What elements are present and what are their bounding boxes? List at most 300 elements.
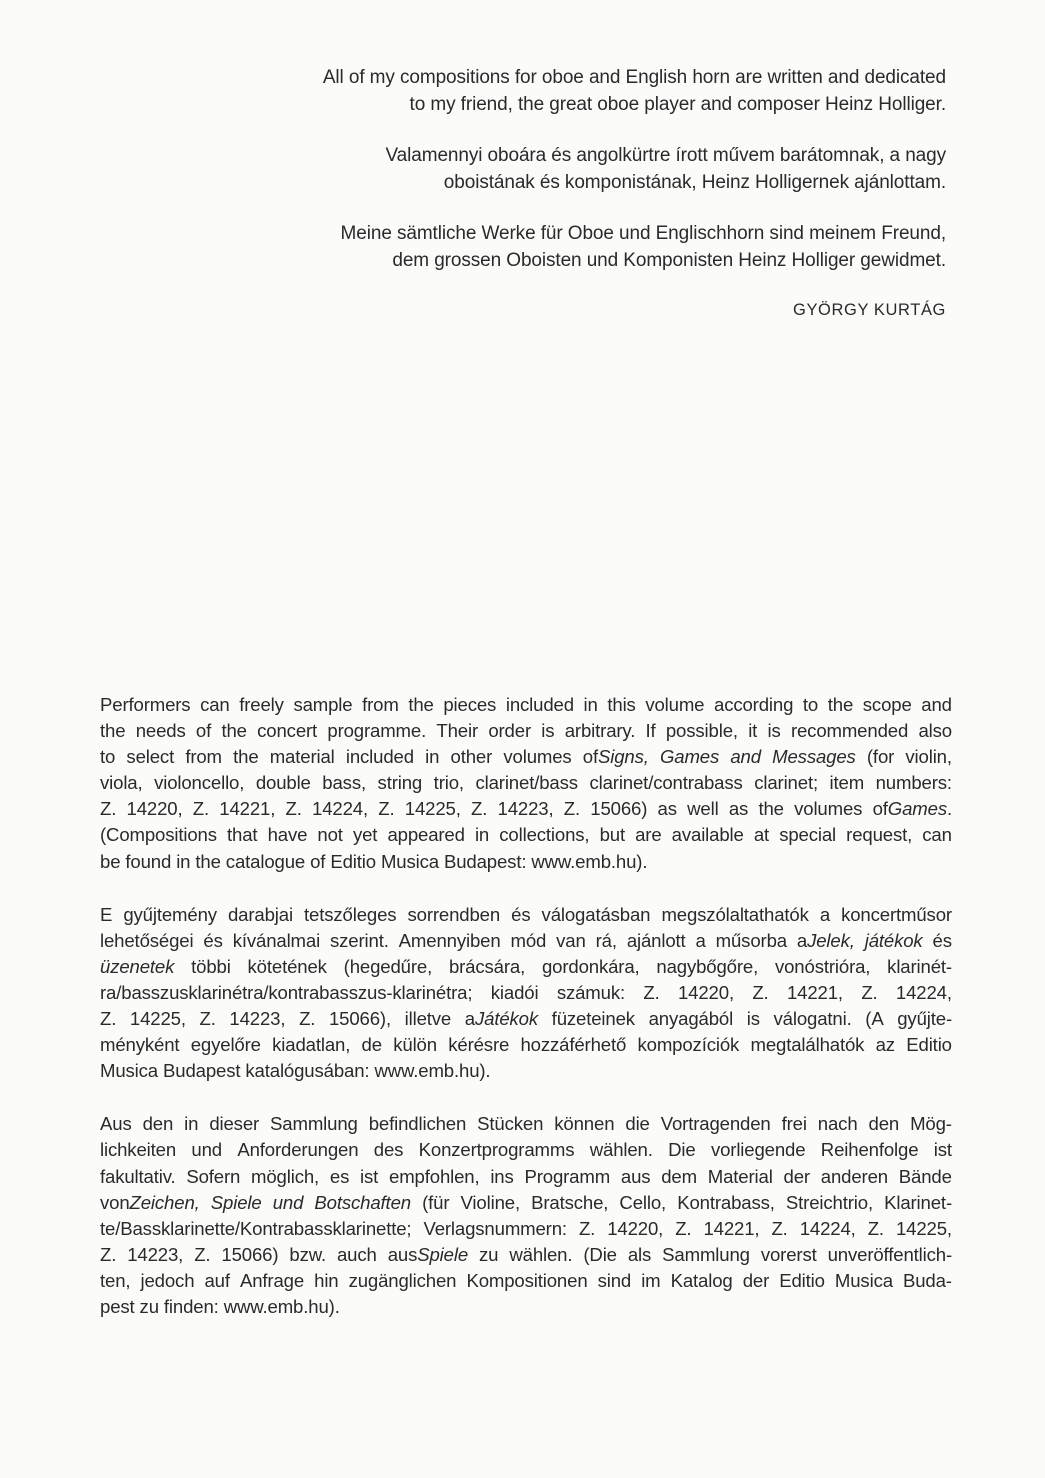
word xyxy=(360,1164,378,1190)
italic-title: Spiele xyxy=(210,1191,262,1213)
word xyxy=(896,1216,952,1242)
word xyxy=(703,1216,759,1242)
text-span: Z. xyxy=(192,798,209,820)
word xyxy=(314,1268,338,1294)
word xyxy=(711,1137,806,1163)
word xyxy=(248,954,327,980)
word xyxy=(791,718,908,744)
text-span: Streichtrio, xyxy=(785,1191,873,1213)
text-span: volumes xyxy=(503,746,572,768)
text-span: Z. xyxy=(378,798,395,820)
text-span: fakultativ. xyxy=(100,1165,176,1187)
text-span: also xyxy=(918,720,952,742)
text-span: kompozíciók xyxy=(637,1034,740,1056)
text-span: nach xyxy=(817,1113,858,1135)
word xyxy=(782,1111,807,1137)
word xyxy=(490,1164,513,1190)
text-span: vorerst xyxy=(760,1243,817,1265)
word xyxy=(221,718,246,744)
word xyxy=(425,744,439,770)
word xyxy=(228,902,293,928)
word xyxy=(774,1006,852,1032)
text-span: Sammlung xyxy=(662,1243,750,1265)
word xyxy=(100,1164,176,1190)
text-line xyxy=(100,796,952,822)
word xyxy=(821,1137,919,1163)
text-span: gyűjtemény xyxy=(123,903,217,925)
word xyxy=(136,718,186,744)
word xyxy=(448,1032,509,1058)
word xyxy=(768,718,781,744)
text-span: Katalog xyxy=(670,1269,733,1291)
word xyxy=(748,718,757,744)
word xyxy=(408,692,433,718)
word xyxy=(465,1006,538,1032)
word xyxy=(666,718,738,744)
text-span: Violine, xyxy=(460,1191,520,1213)
text-span: Z. xyxy=(643,981,660,1003)
word xyxy=(779,822,836,848)
word xyxy=(488,718,531,744)
word xyxy=(100,928,193,954)
text-span: from xyxy=(185,746,222,768)
text-span: of xyxy=(872,798,888,820)
word xyxy=(752,980,768,1006)
word xyxy=(389,1164,480,1190)
word xyxy=(821,1164,888,1190)
notes-paragraph-hungarian xyxy=(100,902,952,1085)
word xyxy=(625,1111,649,1137)
text-span: Anfrage xyxy=(239,1269,305,1291)
text-span: 14223, xyxy=(229,1008,286,1030)
text-span: is xyxy=(541,720,555,742)
word xyxy=(100,744,115,770)
text-span: appeared xyxy=(387,824,465,846)
word xyxy=(803,692,818,718)
text-span: vonóstrióra, xyxy=(774,955,871,977)
word xyxy=(191,954,231,980)
word xyxy=(511,902,530,928)
word xyxy=(687,796,718,822)
word xyxy=(933,928,952,954)
text-span: többi xyxy=(191,955,231,977)
text-span: material xyxy=(269,746,335,768)
word xyxy=(100,796,116,822)
word xyxy=(369,1111,466,1137)
text-span: as xyxy=(728,798,749,820)
word xyxy=(362,692,399,718)
text-span: kiadatlan, xyxy=(272,1034,351,1056)
text-span: 15066) xyxy=(590,798,648,820)
word xyxy=(233,744,258,770)
text-span: Amennyiben xyxy=(398,929,501,951)
text-span: 14220, xyxy=(607,1217,664,1239)
text-span: ajánlott xyxy=(626,929,686,951)
word xyxy=(330,1164,349,1190)
italic-title: Zeichen, xyxy=(129,1191,200,1213)
word xyxy=(869,1111,900,1137)
word xyxy=(729,796,748,822)
text-span: den xyxy=(868,1113,900,1135)
word xyxy=(922,822,952,848)
word xyxy=(100,718,125,744)
word xyxy=(200,1006,216,1032)
text-span: aus xyxy=(620,1165,651,1187)
word xyxy=(477,1111,543,1137)
text-span: violoncello, xyxy=(154,772,245,794)
text-span: brácsára, xyxy=(448,955,526,977)
text-line xyxy=(100,718,952,744)
word xyxy=(716,928,787,954)
text-span: 14225, xyxy=(129,1008,186,1030)
text-span: the xyxy=(100,720,126,742)
text-span: gyűjte- xyxy=(897,1008,952,1030)
text-span: Vortragenden xyxy=(660,1113,771,1135)
text-span: Z. xyxy=(100,1008,117,1030)
text-line xyxy=(100,1268,952,1294)
text-span: 14225, xyxy=(895,1217,952,1239)
text-span: but xyxy=(599,824,625,846)
text-span: gordonkára, xyxy=(541,955,640,977)
word xyxy=(820,902,830,928)
text-span: der xyxy=(783,1165,810,1187)
word xyxy=(100,902,112,928)
text-span: volume xyxy=(645,694,705,715)
word xyxy=(761,1242,817,1268)
text-line xyxy=(100,1164,952,1190)
italic-title: Games xyxy=(659,746,720,768)
text-span: the xyxy=(221,720,247,742)
word xyxy=(646,718,656,744)
text-span: bzw. xyxy=(289,1243,326,1265)
text-span: string xyxy=(377,772,423,794)
word xyxy=(598,1268,632,1294)
word xyxy=(378,770,423,796)
word xyxy=(564,796,580,822)
text-span: számuk: xyxy=(556,981,625,1003)
italic-title: Spiele xyxy=(417,1243,469,1265)
text-span: als xyxy=(627,1243,652,1265)
word xyxy=(461,1190,520,1216)
word xyxy=(828,1242,952,1268)
text-span: 14220, xyxy=(126,798,183,820)
word xyxy=(100,954,174,980)
word xyxy=(896,980,952,1006)
word xyxy=(589,770,742,796)
text-span: können xyxy=(554,1113,615,1135)
text-span: order xyxy=(488,720,531,742)
text-span: aus xyxy=(387,1243,418,1265)
text-span: of xyxy=(582,746,598,768)
text-span: a xyxy=(464,1008,475,1030)
italic-title: üzenetek xyxy=(100,955,175,977)
text-span: ten, xyxy=(100,1269,131,1291)
text-span: wählen. xyxy=(589,1139,653,1161)
word xyxy=(127,796,183,822)
text-span: darabjai xyxy=(227,903,293,925)
word xyxy=(387,822,464,848)
word xyxy=(671,1268,733,1294)
word xyxy=(754,822,769,848)
text-span: is xyxy=(746,1008,760,1030)
text-span: and xyxy=(921,694,952,715)
word xyxy=(730,744,761,770)
word xyxy=(475,770,577,796)
text-span: Z. xyxy=(752,981,769,1003)
text-span: Z. xyxy=(299,1008,316,1030)
dedication-line: All of my compositions for oboe and English horn are written and dedicated xyxy=(322,67,946,88)
text-span: to xyxy=(100,746,116,768)
word xyxy=(635,822,661,848)
text-span: Z. xyxy=(199,1008,216,1030)
word xyxy=(317,822,342,848)
word xyxy=(818,1111,858,1137)
text-span: auf xyxy=(204,1269,230,1291)
text-span: 14224, xyxy=(799,1217,856,1239)
text-span: arbitrary. xyxy=(564,720,636,742)
word xyxy=(388,1242,468,1268)
word xyxy=(509,1242,572,1268)
word xyxy=(100,1190,200,1216)
text-span: wählen. xyxy=(509,1243,573,1265)
text-span: 14225, xyxy=(404,798,461,820)
text-span: recommended xyxy=(790,720,909,742)
word xyxy=(677,1190,775,1216)
word xyxy=(661,1164,697,1190)
text-span: Z. xyxy=(867,1217,884,1239)
word xyxy=(100,1111,132,1137)
word xyxy=(779,1268,825,1294)
word xyxy=(204,1268,229,1294)
text-span: double xyxy=(255,772,311,794)
word xyxy=(186,1164,240,1190)
word xyxy=(209,1111,259,1137)
text-span: Sofern xyxy=(186,1165,241,1187)
dedication-line: Meine sämtliche Werke für Oboe und Englischhorn sind meinem Freund, xyxy=(340,223,946,244)
text-span: vorliegende xyxy=(710,1139,806,1161)
text-span: item xyxy=(829,772,865,794)
text-span: (für xyxy=(422,1191,450,1213)
text-line xyxy=(100,1137,952,1163)
text-span: pieces xyxy=(443,694,497,715)
word xyxy=(541,718,554,744)
word xyxy=(510,928,546,954)
text-span: (for xyxy=(866,746,895,768)
text-span: . xyxy=(946,798,952,820)
text-span: szerint. xyxy=(330,929,389,951)
word xyxy=(346,744,414,770)
text-span: Bratsche, xyxy=(531,1191,609,1213)
text-span: 14221, xyxy=(786,981,843,1003)
italic-title: Messages xyxy=(772,746,856,768)
text-span: Z. xyxy=(100,1243,117,1265)
word xyxy=(772,744,856,770)
word xyxy=(393,1032,437,1058)
text-line xyxy=(100,1242,952,1268)
text-span: kívánalmai xyxy=(232,929,321,951)
word xyxy=(200,692,230,718)
word xyxy=(658,796,677,822)
text-span: this xyxy=(607,694,636,715)
word xyxy=(531,1190,608,1216)
word xyxy=(607,1216,663,1242)
word xyxy=(203,928,222,954)
text-span: válogatásban xyxy=(541,903,651,925)
text-span: 14224, xyxy=(895,981,952,1003)
text-span: tetszőleges xyxy=(304,903,397,925)
text-line xyxy=(100,1294,952,1320)
word xyxy=(775,954,870,980)
word xyxy=(672,822,744,848)
word xyxy=(542,902,651,928)
text-span: zu xyxy=(479,1243,499,1265)
word xyxy=(422,1190,449,1216)
text-span: 14221, xyxy=(219,798,276,820)
text-span: of xyxy=(195,720,212,742)
word xyxy=(451,744,493,770)
text-span: bass, xyxy=(322,772,366,794)
text-span: Z. xyxy=(285,798,302,820)
word xyxy=(863,692,912,718)
text-span: clarinet; xyxy=(754,772,818,794)
composer-signature: GYÖRGY KURTÁG xyxy=(793,301,946,319)
word xyxy=(286,796,302,822)
text-span: sample xyxy=(293,694,353,715)
word xyxy=(638,1032,740,1058)
word xyxy=(861,980,877,1006)
word xyxy=(256,770,311,796)
word xyxy=(708,1164,773,1190)
word xyxy=(337,1242,377,1268)
word xyxy=(583,1242,617,1268)
word xyxy=(828,692,853,718)
text-span: be found in the catalogue of Editio Musica Budapest: www.emb.hu). xyxy=(100,850,648,872)
word xyxy=(835,1268,893,1294)
text-span: 15066), xyxy=(328,1008,391,1030)
word xyxy=(405,1006,452,1032)
text-span: available xyxy=(671,824,744,846)
text-span: und xyxy=(191,1139,222,1161)
word xyxy=(841,902,952,928)
text-span: Z. xyxy=(861,981,878,1003)
word xyxy=(185,744,222,770)
word xyxy=(758,796,783,822)
text-span: 14221, xyxy=(703,1217,760,1239)
text-span: E xyxy=(100,903,113,925)
text-span: dem xyxy=(661,1165,697,1187)
word xyxy=(884,1190,952,1216)
word xyxy=(100,1268,130,1294)
word xyxy=(374,1137,404,1163)
text-span: füzeteinek xyxy=(551,1008,635,1030)
text-span: Konzertprogramms xyxy=(418,1139,575,1161)
word xyxy=(211,1190,262,1216)
text-span: in xyxy=(583,694,598,715)
text-span: in xyxy=(474,824,490,846)
text-span: 14220, xyxy=(677,981,734,1003)
word xyxy=(910,1111,952,1137)
text-span: es xyxy=(329,1165,350,1187)
text-span: ins xyxy=(490,1165,514,1187)
word xyxy=(867,744,894,770)
word xyxy=(660,744,719,770)
word xyxy=(475,822,489,848)
word xyxy=(520,1032,626,1058)
text-span: Kontrabass, xyxy=(677,1191,775,1213)
text-span: Z. xyxy=(578,1217,596,1239)
word xyxy=(227,822,257,848)
text-span: ra/basszusklarinétra/kontrabasszus-klarinétra; xyxy=(100,981,473,1003)
text-span: that xyxy=(227,824,258,846)
word xyxy=(846,822,912,848)
text-span: ist xyxy=(360,1165,379,1187)
text-span: Material xyxy=(707,1165,773,1187)
text-span: klarinét- xyxy=(887,955,952,977)
text-span: (Compositions xyxy=(100,824,217,846)
text-span: viola, xyxy=(100,772,143,794)
text-span: és xyxy=(932,929,952,951)
word xyxy=(619,1190,666,1216)
word xyxy=(556,928,586,954)
text-span: yet xyxy=(352,824,378,846)
word xyxy=(641,1268,660,1294)
text-span: well xyxy=(687,798,719,820)
text-span: im xyxy=(641,1269,661,1291)
word xyxy=(675,1216,691,1242)
text-span: kérésre xyxy=(448,1034,510,1056)
italic-title: Botschaften xyxy=(314,1191,411,1213)
text-span: lehetőségei xyxy=(100,929,194,951)
word xyxy=(590,1137,653,1163)
text-span: Aus xyxy=(100,1113,132,1135)
text-span: az xyxy=(875,1034,895,1056)
word xyxy=(270,744,335,770)
text-span: hozzáférhető xyxy=(520,1034,627,1056)
word xyxy=(876,770,952,796)
word xyxy=(299,1006,315,1032)
word xyxy=(221,1242,278,1268)
word xyxy=(750,1032,864,1058)
word xyxy=(499,822,589,848)
word xyxy=(600,822,625,848)
text-line xyxy=(100,1216,952,1242)
text-span: at xyxy=(753,824,770,846)
word xyxy=(322,770,366,796)
italic-title: Games xyxy=(887,798,947,820)
text-span: Mög- xyxy=(910,1113,952,1135)
word xyxy=(621,1164,651,1190)
text-span: scope xyxy=(862,694,912,715)
word xyxy=(786,1190,873,1216)
word xyxy=(100,770,143,796)
text-span: és xyxy=(203,929,223,951)
text-span: request, xyxy=(846,824,913,846)
text-span: a xyxy=(796,929,808,951)
dedication-line: to my friend, the great oboe player and composer Heinz Holliger. xyxy=(409,94,946,115)
text-line xyxy=(100,928,952,954)
word xyxy=(876,1032,895,1058)
word xyxy=(419,1137,575,1163)
text-span: anderen xyxy=(820,1165,888,1187)
text-span: (hegedűre, xyxy=(343,955,433,977)
text-span: trio, xyxy=(433,772,464,794)
word xyxy=(579,1216,595,1242)
text-span: befindlichen xyxy=(368,1113,467,1135)
word xyxy=(743,1268,769,1294)
word xyxy=(754,770,818,796)
text-span: frei xyxy=(781,1113,807,1135)
word xyxy=(257,718,317,744)
